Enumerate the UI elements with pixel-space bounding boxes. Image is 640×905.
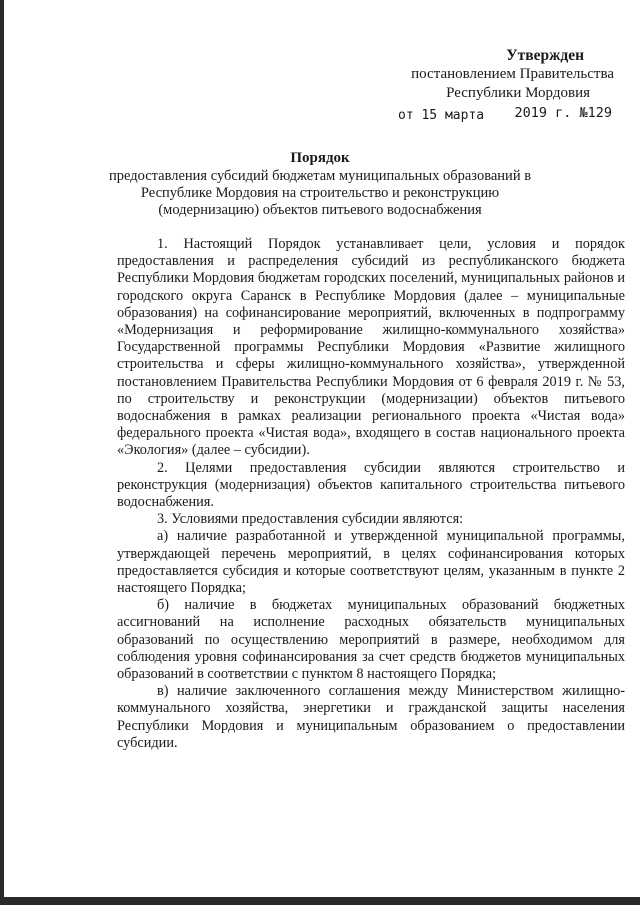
scan-bottom-border — [0, 897, 640, 905]
approval-year-number: 2019 г. №129 — [514, 105, 612, 121]
scan-left-border — [0, 0, 4, 905]
paragraph-3a: а) наличие разработанной и утвержденной муниципальной программы, утверждающей перечень мероприятий, в целях софинансирования которых предоставляется субсидия и которые соответствуют целям, указанным в пункте 2 настоящего Порядка; — [117, 528, 625, 597]
approval-block — [384, 46, 614, 124]
paragraph-1: 1. Настоящий Порядок устанавливает цели, условия и порядок предоставления и распределения субсидий из республиканского бюджета Республики Мордовия бюджетам городских поселений, муниципальных районов и городского округа Саранск в Республике Мордовия (далее – муниципальные образования) на софинансирование мероприятий, включенных в подпрограмму «Модернизация и реформирование жилищно-коммунального хозяйства» Государственной программы Республики Мордовия «Развитие жилищного строительства и сферы жилищно-коммунального хозяйства», утвержденной постановлением Правительства Республики Мордовия от 6 февраля 2019 г. № 53, по строительству и реконструкции (модернизации) объектов питьевого водоснабжения в рамках реализации регионального проекта «Чистая вода» федерального проекта «Чистая вода», входящего в состав национального проекта «Экология» (далее – субсидии). — [117, 236, 625, 459]
paragraph-3b: б) наличие в бюджетах муниципальных образований бюджетных ассигнований на исполнение расходных обязательств муниципальных образований по осуществлению мероприятий в размере, необходимом для соблюдения уровня софинансирования за счет средств бюджетов муниципальных образований в соответствии с пунктом 8 настоящего Порядка; — [117, 597, 625, 683]
document-title: Порядок — [290, 150, 350, 166]
document-subtitle: предоставления субсидий бюджетам муниципальных образований в Республике Мордовия на строительство и реконструкцию (модернизацию) объектов питьевого водоснабжения — [108, 168, 532, 218]
document-body — [117, 236, 625, 752]
approval-date-line — [384, 104, 614, 124]
approval-line-1: постановлением Правительства — [411, 66, 614, 82]
approval-heading: Утвержден — [506, 47, 584, 64]
paragraph-2: 2. Целями предоставления субсидии являются строительство и реконструкция (модернизация) объектов капитального строительства питьевого водоснабжения. — [117, 459, 625, 511]
approval-line-2: Республики Мордовия — [446, 85, 590, 101]
paragraph-3c: в) наличие заключенного соглашения между Министерством жилищно-коммунального хозяйства, энергетики и гражданской защиты населения Республики Мордовия и муниципальным образованием о предоставлении субсидии. — [117, 683, 625, 751]
paragraph-3: 3. Условиями предоставления субсидии являются: — [157, 511, 464, 528]
approval-date: от 15 марта — [398, 108, 485, 123]
